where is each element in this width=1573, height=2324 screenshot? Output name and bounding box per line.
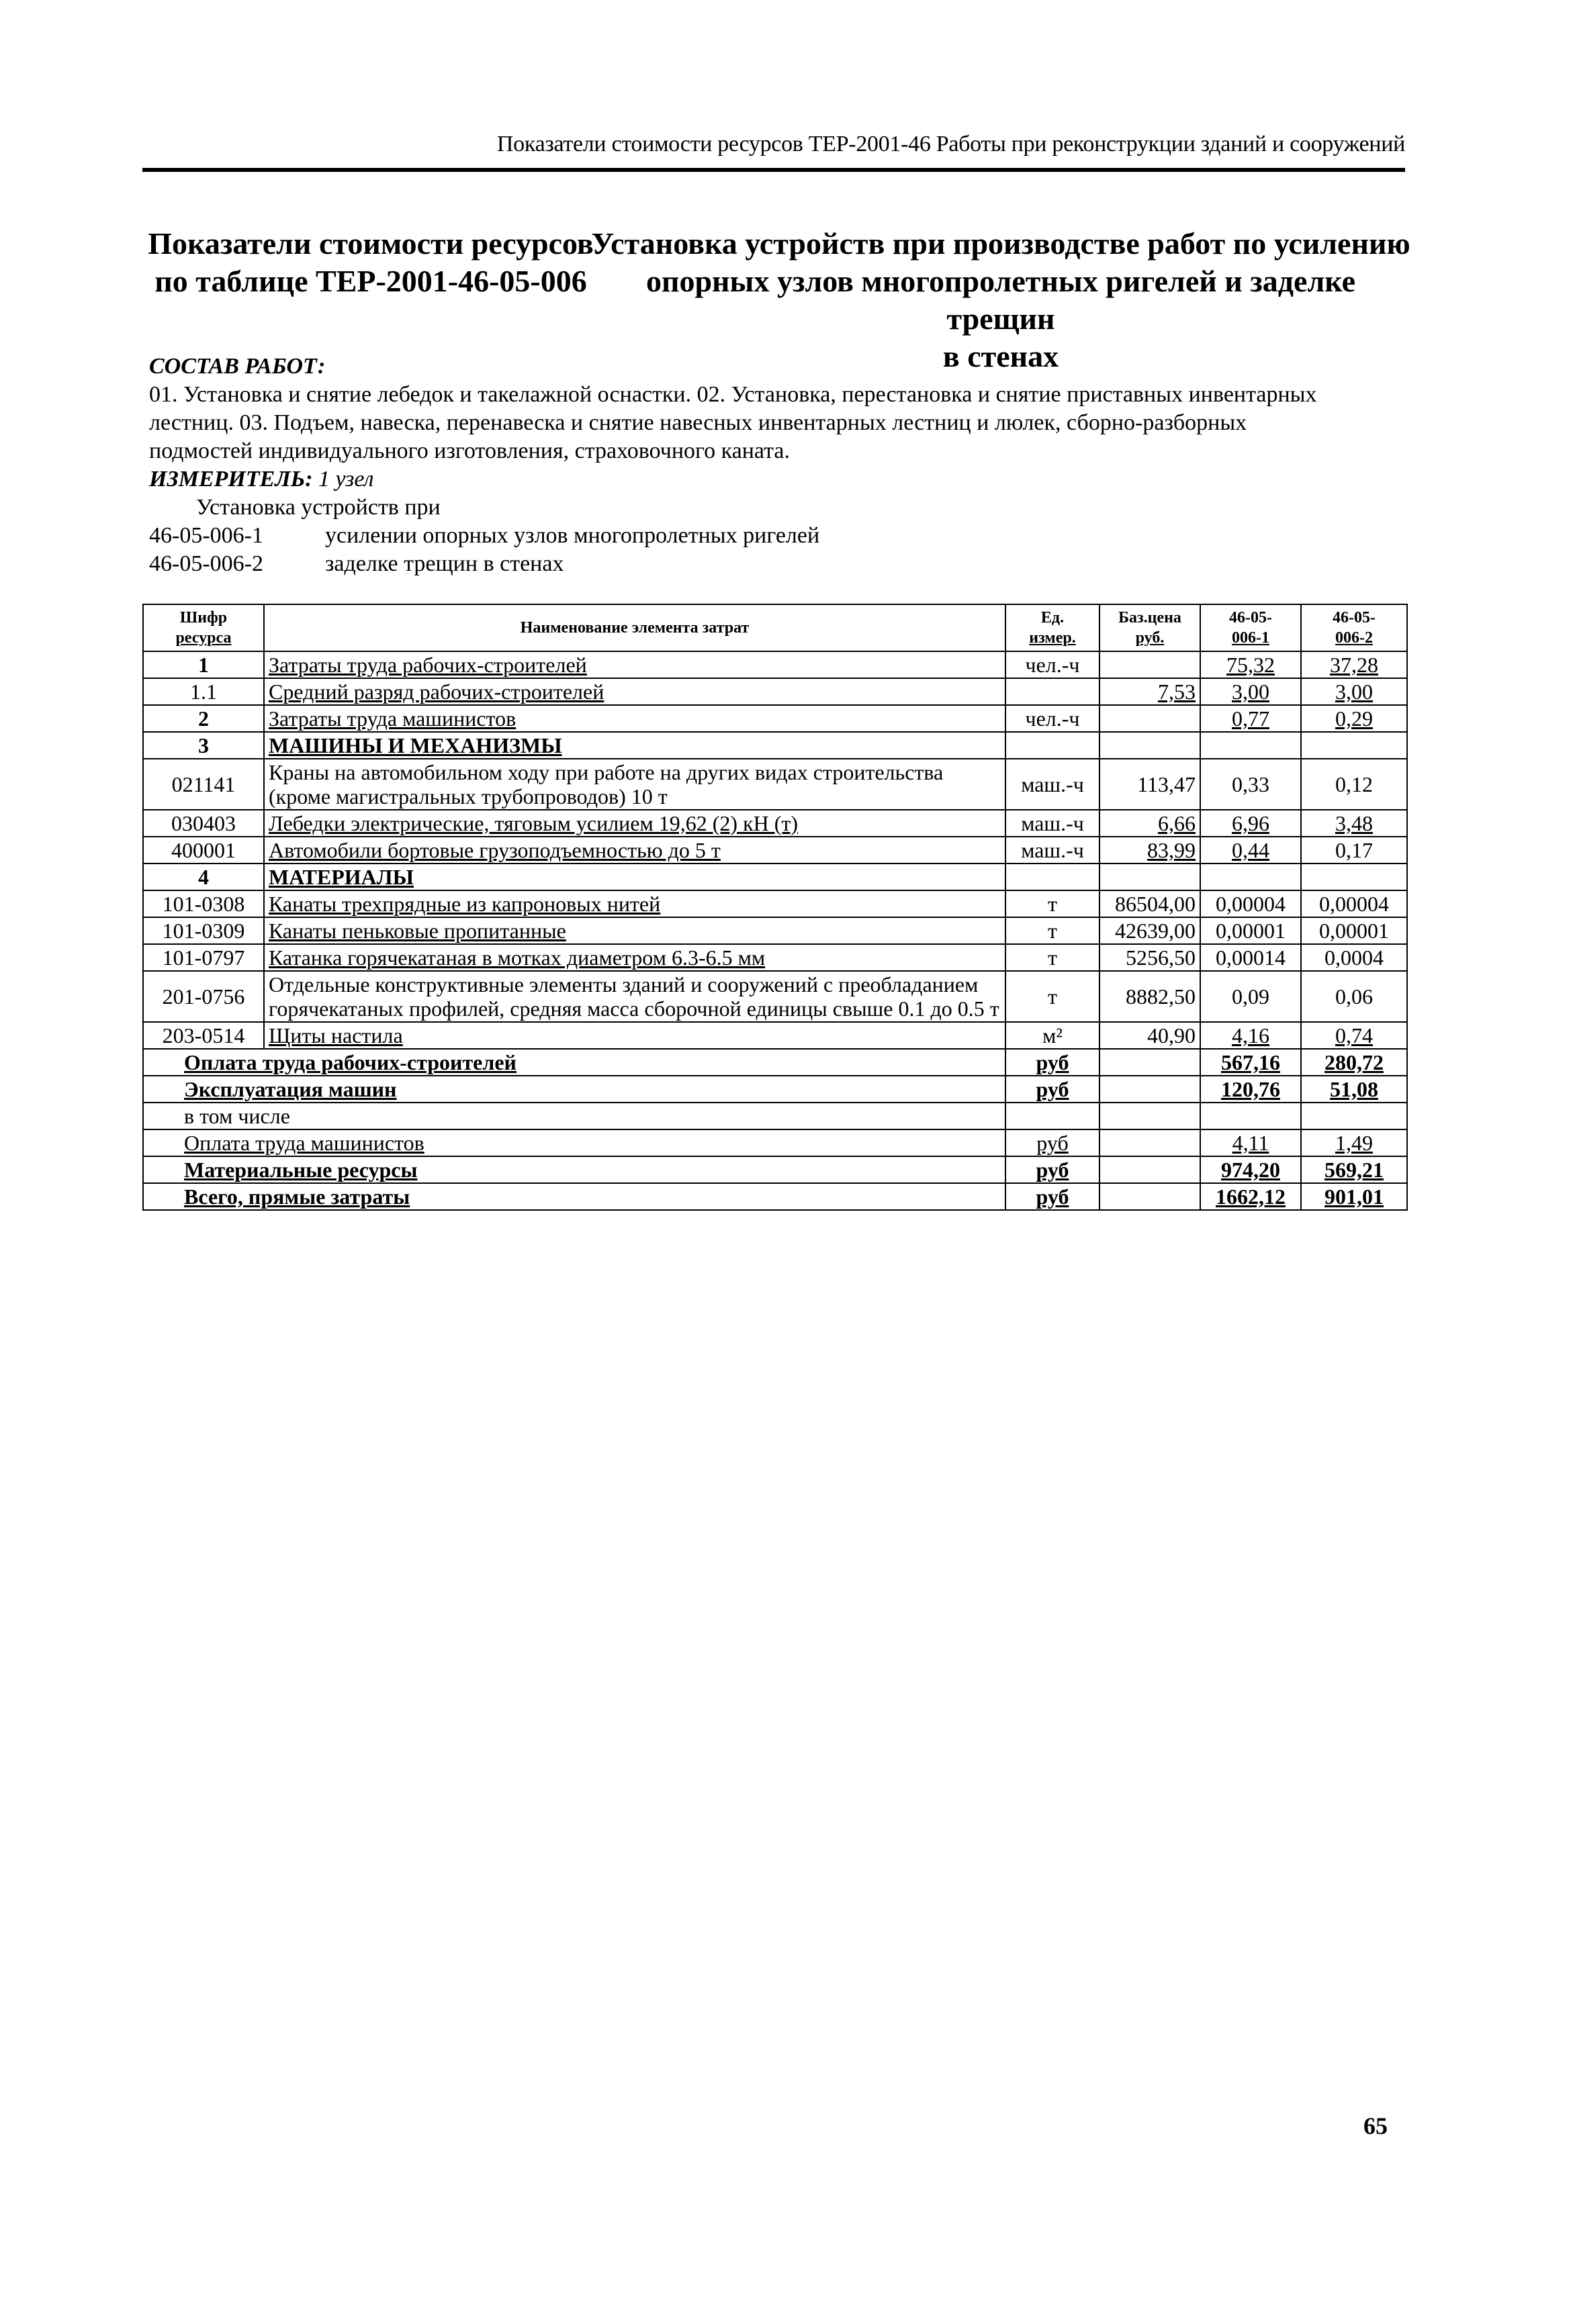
cell-price: 7,53 [1099, 678, 1200, 705]
cell-code: 4 [143, 864, 264, 890]
cell-value-2 [1301, 732, 1407, 759]
title-left-line-1: Показатели стоимости ресурсов [148, 226, 594, 261]
totals-label: Оплата труда машинистов [143, 1129, 1005, 1156]
col-header-unit: Ед. измер. [1005, 604, 1099, 651]
cell-unit: т [1005, 971, 1099, 1022]
totals-label: Оплата труда рабочих-строителей [143, 1049, 1005, 1076]
totals-price [1099, 1156, 1200, 1183]
table-header-row [143, 604, 1407, 651]
cell-unit: маш.-ч [1005, 810, 1099, 837]
cell-name: Канаты трехпрядные из капроновых нитей [264, 890, 1005, 917]
measure-label: ИЗМЕРИТЕЛЬ: [149, 467, 313, 492]
cell-unit [1005, 732, 1099, 759]
table-row [143, 732, 1407, 759]
table-row [143, 971, 1407, 1022]
totals-value-1 [1200, 1103, 1301, 1129]
table-row [143, 651, 1407, 678]
cell-code: 101-0309 [143, 917, 264, 944]
install-item [149, 550, 1412, 578]
measure-line [149, 465, 1412, 494]
totals-value-2: 569,21 [1301, 1156, 1407, 1183]
cell-code: 3 [143, 732, 264, 759]
install-item [149, 522, 1412, 550]
cell-value-1: 75,32 [1200, 651, 1301, 678]
install-item-text: усилении опорных узлов многопролетных ригелей [325, 523, 820, 548]
table-row [143, 864, 1407, 890]
table-row [143, 678, 1407, 705]
totals-price [1099, 1076, 1200, 1103]
cell-price [1099, 651, 1200, 678]
cell-name: МАШИНЫ И МЕХАНИЗМЫ [264, 732, 1005, 759]
cell-value-1 [1200, 732, 1301, 759]
totals-unit: руб [1005, 1076, 1099, 1103]
totals-unit: руб [1005, 1183, 1099, 1210]
install-intro: Установка устройств при [196, 495, 441, 520]
cell-value-1: 0,00004 [1200, 890, 1301, 917]
table-row [143, 837, 1407, 864]
works-heading: СОСТАВ РАБОТ: [149, 354, 326, 379]
cell-value-2: 0,12 [1301, 759, 1407, 810]
totals-price [1099, 1129, 1200, 1156]
table-row [143, 944, 1407, 971]
col-header-code: Шифр ресурса [143, 604, 264, 651]
cell-value-2: 3,00 [1301, 678, 1407, 705]
totals-unit: руб [1005, 1129, 1099, 1156]
totals-value-1: 1662,12 [1200, 1183, 1301, 1210]
cell-value-2: 37,28 [1301, 651, 1407, 678]
cell-price [1099, 705, 1200, 732]
title-right-line-3: в стенах [942, 339, 1059, 373]
cell-code: 101-0308 [143, 890, 264, 917]
title-right-line-2: опорных узлов многопролетных ригелей и заделке трещин [645, 264, 1356, 336]
header-rule [142, 168, 1405, 172]
cell-name: Отдельные конструктивные элементы зданий и сооружений с преобладанием горячекатаных профилей, средняя масса сборочной единицы свыше 0.1 до 0.5 т [264, 971, 1005, 1022]
totals-price [1099, 1183, 1200, 1210]
col-header-006-2: 46-05- 006-2 [1301, 604, 1407, 651]
install-item-text: заделке трещин в стенах [325, 551, 564, 576]
cell-code: 021141 [143, 759, 264, 810]
cell-price [1099, 732, 1200, 759]
cell-name: МАТЕРИАЛЫ [264, 864, 1005, 890]
works-line-3: подмостей индивидуального изготовления, страховочного каната. [149, 438, 790, 463]
cell-value-1: 3,00 [1200, 678, 1301, 705]
cell-value-1: 0,09 [1200, 971, 1301, 1022]
cell-value-1: 0,33 [1200, 759, 1301, 810]
install-item-code: 46-05-006-2 [149, 551, 263, 576]
cell-price: 86504,00 [1099, 890, 1200, 917]
cell-unit: м² [1005, 1022, 1099, 1049]
col-header-name: Наименование элемента затрат [264, 604, 1005, 651]
totals-price [1099, 1103, 1200, 1129]
cell-value-2: 0,29 [1301, 705, 1407, 732]
cell-value-2: 0,06 [1301, 971, 1407, 1022]
col-header-price: Баз.цена руб. [1099, 604, 1200, 651]
cell-name: Катанка горячекатаная в мотках диаметром 6.3-6.5 мм [264, 944, 1005, 971]
cell-code: 203-0514 [143, 1022, 264, 1049]
cell-value-2: 0,0004 [1301, 944, 1407, 971]
totals-unit: руб [1005, 1049, 1099, 1076]
totals-value-1: 120,76 [1200, 1076, 1301, 1103]
cell-name: Лебедки электрические, тяговым усилием 19,62 (2) кН (т) [264, 810, 1005, 837]
install-item-code: 46-05-006-1 [149, 523, 263, 548]
cell-value-2: 0,00001 [1301, 917, 1407, 944]
cell-code: 1.1 [143, 678, 264, 705]
cell-name: Затраты труда машинистов [264, 705, 1005, 732]
measure-value: 1 узел [318, 467, 374, 492]
cell-unit: т [1005, 890, 1099, 917]
cell-unit: т [1005, 944, 1099, 971]
totals-row [143, 1076, 1407, 1103]
document-title-left [142, 225, 599, 300]
cell-code: 030403 [143, 810, 264, 837]
table-row [143, 759, 1407, 810]
cell-code: 1 [143, 651, 264, 678]
totals-value-1: 4,11 [1200, 1129, 1301, 1156]
table-row [143, 705, 1407, 732]
cell-value-1: 0,00014 [1200, 944, 1301, 971]
cell-price: 40,90 [1099, 1022, 1200, 1049]
totals-value-2: 901,01 [1301, 1183, 1407, 1210]
title-left-line-2: по таблице ТЕР-2001-46-05-006 [154, 264, 587, 298]
cell-unit [1005, 864, 1099, 890]
totals-row [143, 1183, 1407, 1210]
works-section [149, 353, 1412, 578]
cell-price: 42639,00 [1099, 917, 1200, 944]
cell-value-2 [1301, 864, 1407, 890]
cell-code: 101-0797 [143, 944, 264, 971]
cell-unit: чел.-ч [1005, 651, 1099, 678]
cell-price: 113,47 [1099, 759, 1200, 810]
cell-value-1: 0,77 [1200, 705, 1301, 732]
cell-value-2: 3,48 [1301, 810, 1407, 837]
totals-row [143, 1103, 1407, 1129]
totals-value-1: 974,20 [1200, 1156, 1301, 1183]
cell-name: Средний разряд рабочих-строителей [264, 678, 1005, 705]
title-right-line-1: Установка устройств при производстве работ по усилению [591, 226, 1410, 261]
cell-value-2: 0,00004 [1301, 890, 1407, 917]
cell-name: Автомобили бортовые грузоподъемностью до 5 т [264, 837, 1005, 864]
page-number: 65 [1363, 2112, 1388, 2139]
totals-row [143, 1129, 1407, 1156]
cell-value-1: 0,44 [1200, 837, 1301, 864]
table-row [143, 1022, 1407, 1049]
totals-value-1: 567,16 [1200, 1049, 1301, 1076]
cell-unit: маш.-ч [1005, 759, 1099, 810]
cell-price: 6,66 [1099, 810, 1200, 837]
cell-unit [1005, 678, 1099, 705]
totals-label: Материальные ресурсы [143, 1156, 1005, 1183]
totals-label: Эксплуатация машин [143, 1076, 1005, 1103]
totals-price [1099, 1049, 1200, 1076]
works-line-2: лестниц. 03. Подъем, навеска, перенавеска и снятие навесных инвентарных лестниц и люлек, сборно-разборных [149, 410, 1247, 435]
cell-name: Канаты пеньковые пропитанные [264, 917, 1005, 944]
cell-price [1099, 864, 1200, 890]
totals-value-2 [1301, 1103, 1407, 1129]
works-line-1: 01. Установка и снятие лебедок и такелажной оснастки. 02. Установка, перестановка и снятие приставных инвентарных [149, 382, 1317, 407]
table-row [143, 917, 1407, 944]
cell-code: 400001 [143, 837, 264, 864]
cell-unit: чел.-ч [1005, 705, 1099, 732]
cell-unit: маш.-ч [1005, 837, 1099, 864]
totals-label: в том числе [143, 1103, 1005, 1129]
cell-value-1: 6,96 [1200, 810, 1301, 837]
cell-code: 201-0756 [143, 971, 264, 1022]
cell-name: Щиты настила [264, 1022, 1005, 1049]
cell-value-1: 0,00001 [1200, 917, 1301, 944]
cell-name: Краны на автомобильном ходу при работе на других видах строительства (кроме магистральных трубопроводов) 10 т [264, 759, 1005, 810]
cell-code: 2 [143, 705, 264, 732]
running-header: Показатели стоимости ресурсов ТЕР-2001-46 Работы при реконструкции зданий и сооружений [496, 132, 1405, 156]
totals-value-2: 1,49 [1301, 1129, 1407, 1156]
cell-value-2: 0,74 [1301, 1022, 1407, 1049]
cell-unit: т [1005, 917, 1099, 944]
cell-price: 83,99 [1099, 837, 1200, 864]
col-header-006-1: 46-05- 006-1 [1200, 604, 1301, 651]
totals-value-2: 51,08 [1301, 1076, 1407, 1103]
cell-value-1: 4,16 [1200, 1022, 1301, 1049]
totals-label: Всего, прямые затраты [143, 1183, 1005, 1210]
table-row [143, 890, 1407, 917]
cell-price: 5256,50 [1099, 944, 1200, 971]
totals-value-2: 280,72 [1301, 1049, 1407, 1076]
cell-value-2: 0,17 [1301, 837, 1407, 864]
totals-unit [1005, 1103, 1099, 1129]
totals-row [143, 1156, 1407, 1183]
cell-name: Затраты труда рабочих-строителей [264, 651, 1005, 678]
table-row [143, 810, 1407, 837]
cell-value-1 [1200, 864, 1301, 890]
cell-price: 8882,50 [1099, 971, 1200, 1022]
resource-cost-table [142, 604, 1408, 1211]
totals-row [143, 1049, 1407, 1076]
totals-unit: руб [1005, 1156, 1099, 1183]
